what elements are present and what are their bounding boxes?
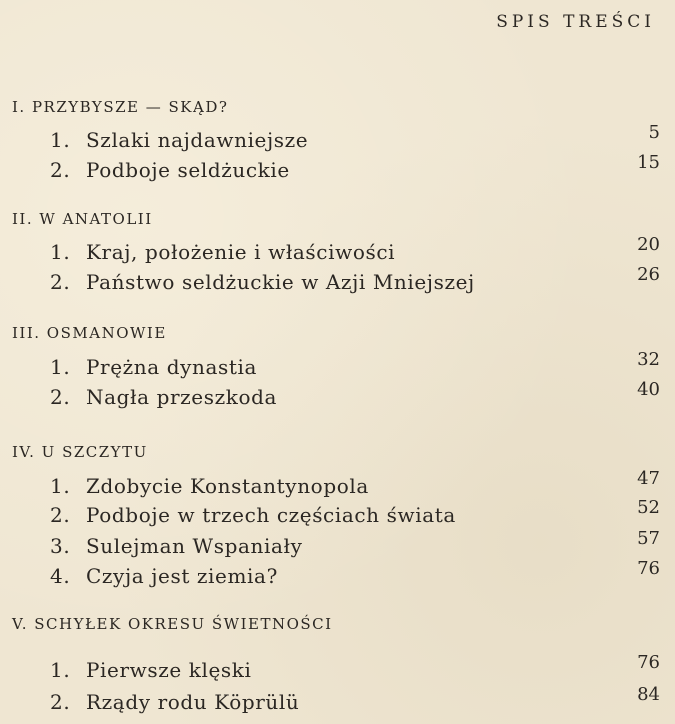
entry-page-number: 84 [637,684,660,705]
entry-page-number: 32 [637,349,660,370]
entry-number: 2. [50,690,71,714]
entry-title: Sulejman Wspaniały [86,534,303,558]
toc-entry [50,558,660,592]
entry-number: 1. [50,355,71,379]
toc-entry [50,528,660,562]
entry-title: Podboje w trzech częściach świata [86,503,456,527]
chapter-heading-3: III. OSMANOWIE [12,324,167,342]
toc-entry [50,379,660,413]
entry-title: Nagła przeszkoda [86,385,278,409]
entry-title: Podboje seldżuckie [86,158,290,182]
entry-number: 1. [50,240,71,264]
toc-entry [50,652,660,686]
entry-title: Pierwsze klęski [86,658,252,682]
toc-entry [50,468,660,502]
toc-entry [50,122,660,156]
entry-title: Rządy rodu Köprülü [86,690,300,714]
chapter-heading-4: IV. U SZCZYTU [12,443,148,461]
toc-entry [50,349,660,383]
entry-title: Państwo seldżuckie w Azji Mniejszej [86,270,475,294]
entry-title: Prężna dynastia [86,355,258,379]
entry-title: Kraj, położenie i właściwości [86,240,396,264]
entry-number: 2. [50,158,71,182]
entry-page-number: 20 [637,234,660,255]
entry-page-number: 57 [637,528,660,549]
entry-title: Zdobycie Konstantynopola [86,474,369,498]
entry-page-number: 47 [637,468,660,489]
chapter-heading-2: II. W ANATOLII [12,210,153,228]
entry-page-number: 15 [637,152,660,173]
entry-number: 1. [50,474,71,498]
entry-number: 1. [50,658,71,682]
entry-page-number: 26 [637,264,660,285]
entry-number: 2. [50,385,71,409]
entry-page-number: 5 [648,122,660,143]
toc-entry [50,497,660,531]
entry-title: Szlaki najdawniejsze [86,128,309,152]
toc-entry [50,152,660,186]
entry-title: Czyja jest ziemia? [86,564,278,588]
toc-entry [50,264,660,298]
page-title: SPIS TREŚCI [496,12,655,32]
toc-entry [50,234,660,268]
entry-number: 2. [50,503,71,527]
entry-page-number: 76 [637,652,660,673]
entry-number: 4. [50,564,71,588]
entry-page-number: 52 [637,497,660,518]
entry-number: 2. [50,270,71,294]
chapter-heading-5: V. SCHYŁEK OKRESU ŚWIETNOŚCI [12,615,333,633]
entry-page-number: 40 [637,379,660,400]
chapter-heading-1: I. PRZYBYSZE — SKĄD? [12,98,229,116]
toc-entry [50,684,660,718]
entry-number: 1. [50,128,71,152]
entry-page-number: 76 [637,558,660,579]
entry-number: 3. [50,534,71,558]
